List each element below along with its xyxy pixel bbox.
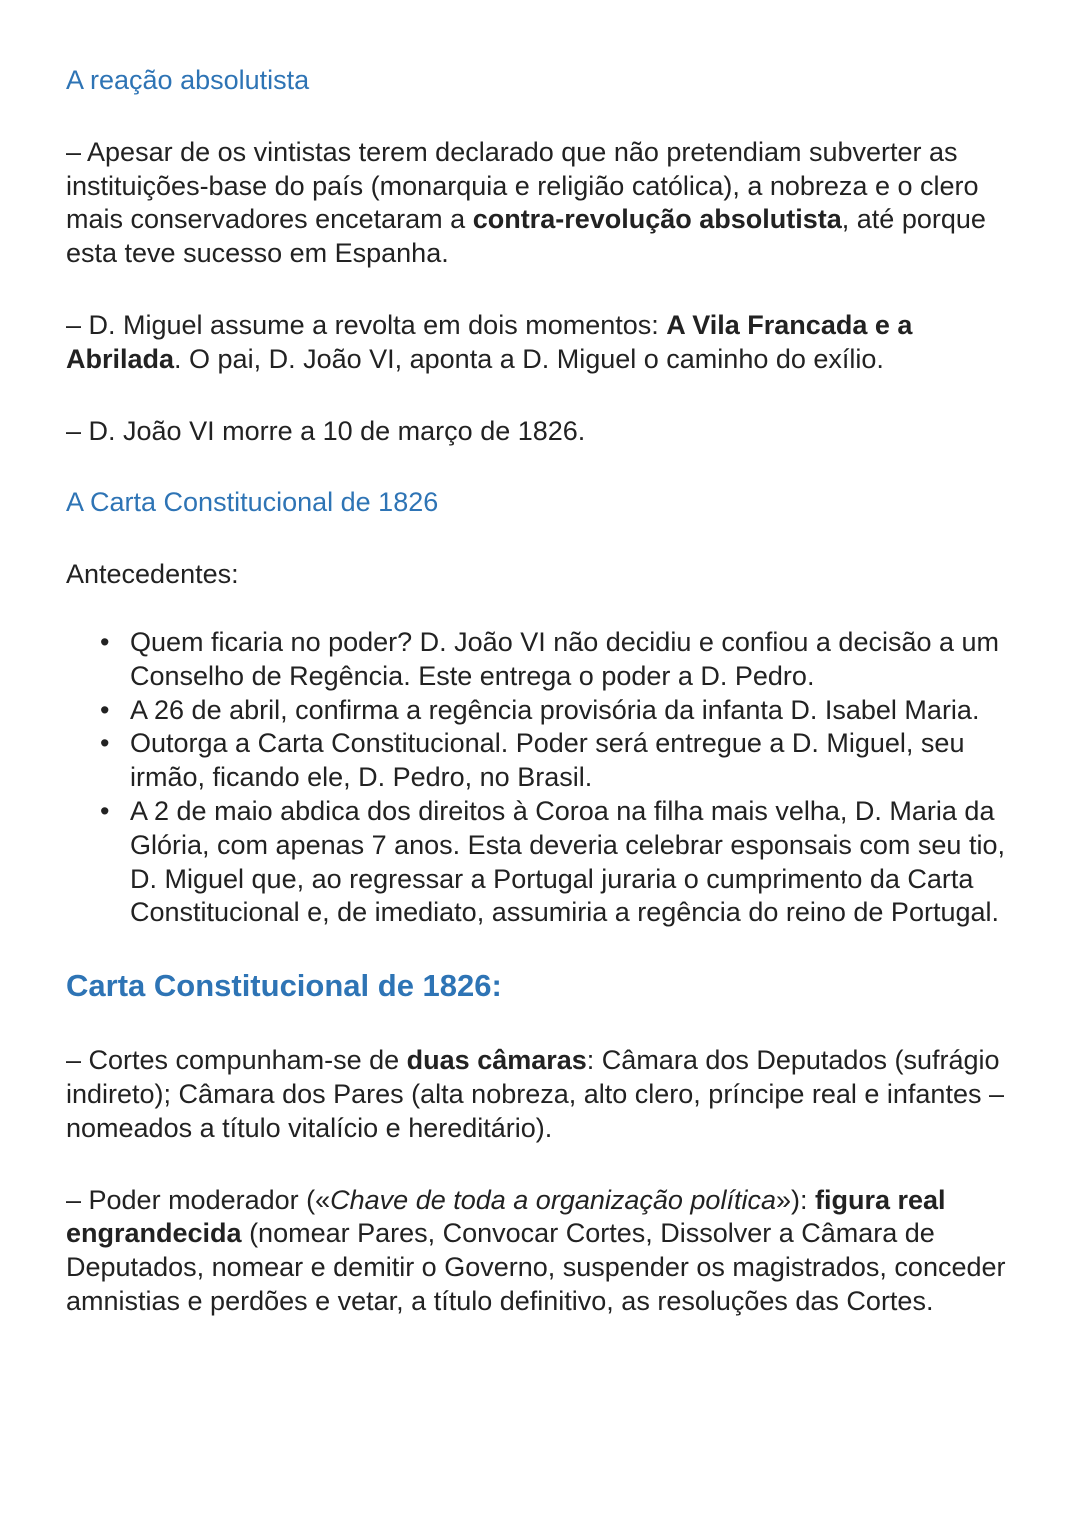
text: – Poder moderador (« xyxy=(66,1184,331,1215)
list-item: • A 2 de maio abdica dos direitos à Coroa na filha mais velha, D. Maria da Glória, com apenas 7 anos. Esta deveria celebrar esponsais com seu tio, D. Miguel que, ao regressar a Portugal juraria o cumprimento da Carta Constitucional e, de imediato, assumiria a regência do reino de Portugal. xyxy=(130,795,1026,930)
list-item: • Quem ficaria no poder? D. João VI não decidiu e confiou a decisão a um Conselho de Regência. Este entrega o poder a D. Pedro. xyxy=(130,626,1026,694)
text: – Cortes compunham-se de xyxy=(66,1045,407,1076)
section-heading-carta-constitucional: Carta Constitucional de 1826: xyxy=(66,968,502,1004)
list-item: • A 26 de abril, confirma a regência provisória da infanta D. Isabel Maria. xyxy=(130,694,1026,728)
antecedentes-label: Antecedentes: xyxy=(66,559,239,590)
text: , até porque esta teve sucesso em Espanha. xyxy=(66,204,986,269)
bold-text: duas câmaras xyxy=(406,1045,587,1076)
text: – D. Miguel assume a revolta em dois momentos: xyxy=(66,309,667,340)
paragraph-d-miguel xyxy=(66,309,1026,377)
text: – Apesar de os vintistas terem declarado que não pretendiam subverter as instituições-base do país (monarquia e religião católica), a nobreza e o clero mais conservadores encetaram a xyxy=(66,136,979,235)
bold-text: contra-revolução absolutista xyxy=(472,204,842,235)
list-item: • Outorga a Carta Constitucional. Poder será entregue a D. Miguel, seu irmão, ficando ele, D. Pedro, no Brasil. xyxy=(130,727,1026,795)
text: . O pai, D. João VI, aponta a D. Miguel o caminho do exílio. xyxy=(174,343,884,374)
bold-text: A Vila Francada e a Abrilada xyxy=(66,309,913,374)
bold-text: figura real engrandecida xyxy=(66,1184,946,1249)
paragraph-cortes xyxy=(66,1044,1026,1145)
text: : Câmara dos Deputados (sufrágio indireto); Câmara dos Pares (alta nobreza, alto clero, príncipe real e infantes – nomeados a título vitalício e hereditário). xyxy=(66,1045,1004,1143)
paragraph-vintistas xyxy=(66,136,1026,271)
document-page xyxy=(66,64,1026,1357)
section-title-carta-1826: A Carta Constitucional de 1826 xyxy=(66,487,439,518)
italic-text: Chave de toda a organização política xyxy=(330,1184,776,1215)
section-title-reacao-absolutista: A reação absolutista xyxy=(66,65,310,95)
paragraph-poder-moderador xyxy=(66,1184,1026,1319)
text: (nomear Pares, Convocar Cortes, Dissolver a Câmara de Deputados, nomear e demitir o Governo, suspender os magistrados, conceder amnistias e perdões e vetar, a título definitivo, as resoluções das Cortes. xyxy=(66,1218,1006,1316)
text: »): xyxy=(775,1184,815,1215)
paragraph-morte-joao-vi: – D. João VI morre a 10 de março de 1826. xyxy=(66,415,586,446)
antecedentes-list xyxy=(66,626,1026,930)
